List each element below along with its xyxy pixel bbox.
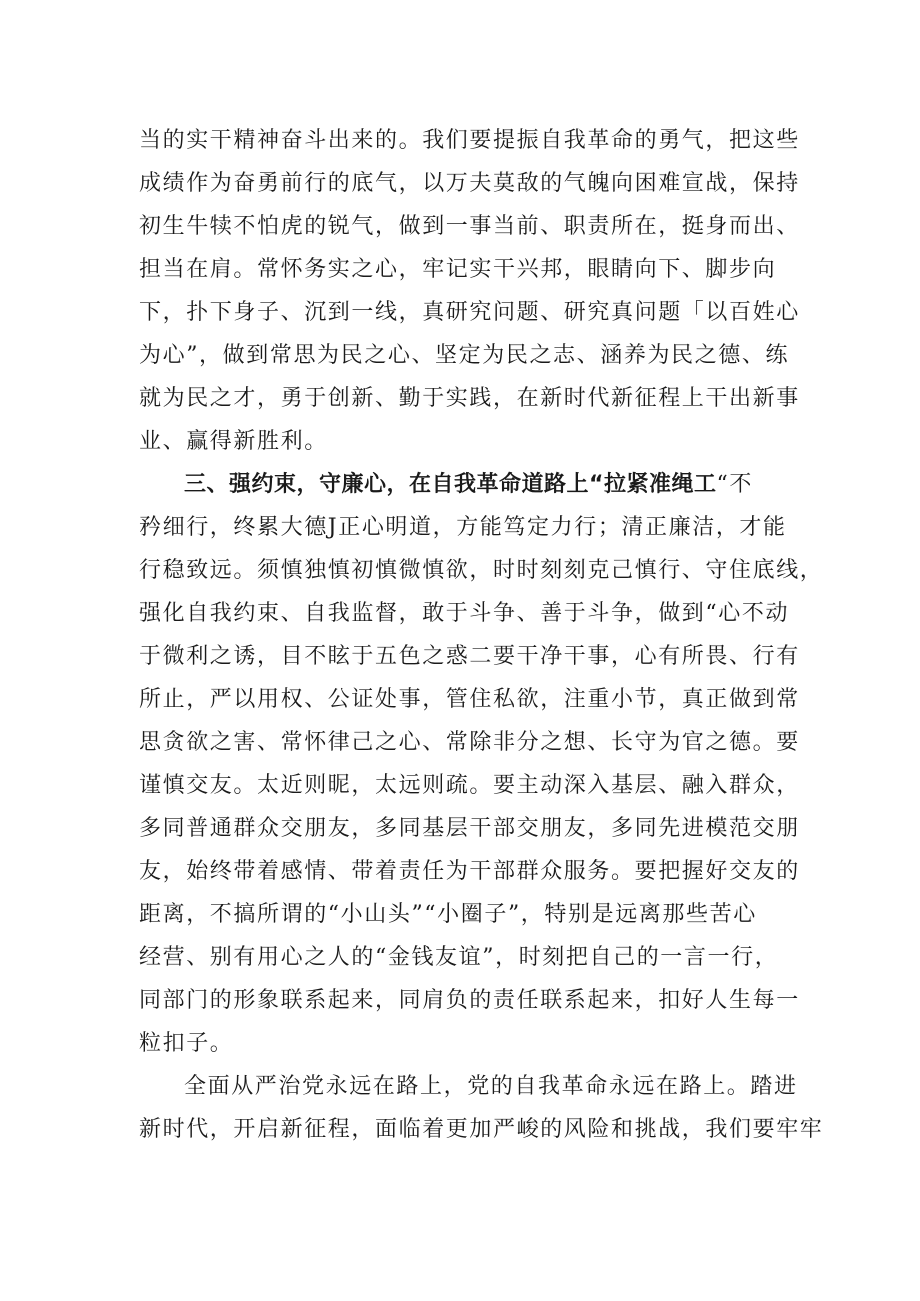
- heading-line-rest: “不: [716, 472, 753, 497]
- text-line: 友，始终带着感情、带着责任为干部群众服务。要把握好交友的: [139, 859, 800, 884]
- text-line: 担当在肩。常怀务实之心，牢记实干兴邦，眼睛向下、脚步向: [139, 257, 777, 282]
- text-line: 所止，严以用权、公证处事，管住私欲，注重小节，真正做到常: [139, 687, 800, 712]
- text-line: 业、赢得新胜利。: [139, 429, 328, 454]
- text-line: 新时代，开启新征程，面临着更加严峻的风险和挑战，我们要牢牢: [139, 1117, 824, 1142]
- text-line: 全面从严治党永远在路上，党的自我革命永远在路上。踏进: [184, 1074, 798, 1099]
- text-line: 下，扑下身子、沉到一线，真研究问题、研究真问题「以百姓心: [139, 300, 800, 325]
- text-line: 粒扣子。: [139, 1031, 234, 1056]
- section-heading: 三、强约束，守廉心，在自我革命道路上“拉紧准绳工: [184, 472, 717, 497]
- text-line: 成绩作为奋勇前行的底气，以万夫莫敌的气魄向困难宣战，保持: [139, 171, 800, 196]
- text-line: 同部门的形象联系起来，同肩负的责任联系起来，扣好人生每一: [139, 988, 800, 1013]
- text-line: 为心”，做到常思为民之心、坚定为民之志、涵养为民之德、练: [139, 343, 790, 368]
- text-line: 初生牛犊不怕虎的锐气，做到一事当前、职责所在，挺身而出、: [139, 214, 800, 239]
- section-heading-line: [184, 470, 753, 500]
- text-line: 谨慎交友。太近则昵，太远则疏。要主动深入基层、融入群众，: [139, 773, 800, 798]
- text-line: 经营、别有用心之人的“金钱友谊”，时刻把自己的一言一行，: [139, 945, 779, 970]
- text-line: 距离，不搞所谓的“小山头”“小圈子”，特别是远离那些苦心: [139, 902, 757, 927]
- text-line: 强化自我约束、自我监督，敢于斗争、善于斗争，做到“心不动: [139, 601, 790, 626]
- text-line: 当的实干精神奋斗出来的。我们要提振自我革命的勇气，把这些: [139, 128, 800, 153]
- text-line: 于微利之诱，目不眩于五色之惑二要干净干事，心有所畏、行有: [139, 644, 800, 669]
- text-line: 多同普通群众交朋友，多同基层干部交朋友，多同先进模范交朋: [139, 816, 800, 841]
- text-line: 思贪欲之害、常怀律己之心、常除非分之想、长守为官之德。要: [139, 730, 800, 755]
- text-line: 矜细行，终累大德J正心明道，方能笃定力行；清正廉洁，才能: [139, 515, 787, 540]
- text-line: 行稳致远。须慎独慎初慎微慎欲，时时刻刻克己慎行、守住底线，: [139, 558, 824, 583]
- text-line: 就为民之才，勇于创新、勤于实践，在新时代新征程上干出新事: [139, 386, 800, 411]
